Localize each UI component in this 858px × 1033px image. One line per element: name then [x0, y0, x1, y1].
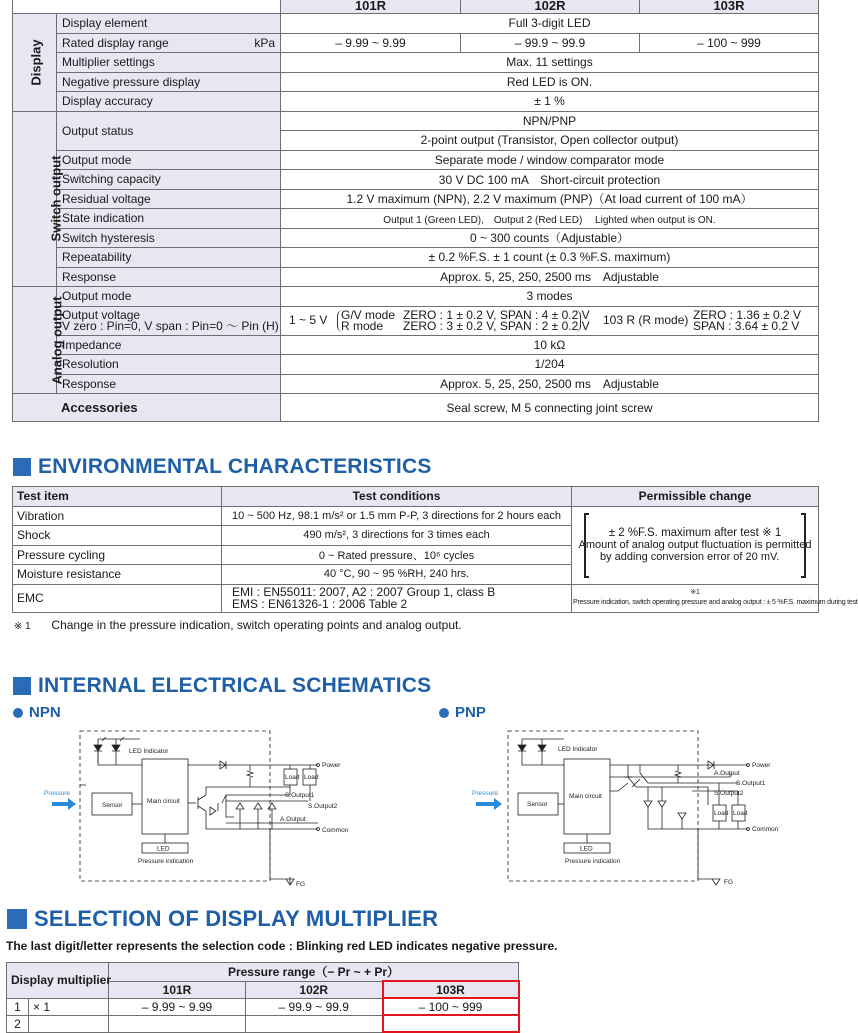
row-label-accessories: Accessories: [13, 394, 281, 422]
env-table: [12, 486, 858, 613]
group-switch-output: Switch output: [13, 111, 57, 287]
pnp-s-output2-label: S.Output2: [714, 790, 744, 797]
pnp-sensor-label: Sensor: [527, 801, 548, 808]
row-label: Impedance: [57, 335, 281, 355]
pnp-fg-label: FG: [724, 879, 734, 886]
env-item: Pressure cycling: [13, 545, 222, 565]
npn-schematic: [40, 725, 370, 890]
row-value: Separate mode / window comparator mode: [281, 150, 819, 170]
spec-header-101r: 101R: [281, 0, 461, 14]
row-value: Approx. 5, 25, 250, 2500 ms Adjustable: [281, 267, 819, 287]
row-value: 30 V DC 100 mA Short-circuit protection: [281, 170, 819, 190]
row-value: 3 modes: [281, 287, 819, 307]
row-value: NPN/PNP: [281, 111, 819, 131]
spec-table: [12, 0, 819, 422]
square-bullet-icon: [7, 909, 27, 929]
selection-header-102r: 102R: [246, 981, 383, 998]
output-voltage-detail: 1 ~ 5 V G/V mode R mode ZERO : 1 ± 0.2 V, SPAN : 4 ± 0.2 V ZERO : 3 ± 0.2 V, SPAN : 2 ± 0.2 V 103 R (R mode) ZERO : 1.36 ± 0.2 V SPAN : 3.64 ± 0.2 V: [281, 306, 819, 335]
row-label: Output mode: [57, 150, 281, 170]
npn-load2-label: Load: [304, 774, 319, 781]
env-item: Shock: [13, 526, 222, 546]
group-analog-output: Analog output: [13, 287, 57, 394]
npn-common-label: Common: [322, 827, 349, 834]
row-label: Negative pressure display: [57, 72, 281, 92]
env-header-item: Test item: [13, 487, 222, 507]
selection-code: 2: [7, 1015, 29, 1032]
row-label: Repeatability: [57, 248, 281, 268]
selection-cell: [246, 1015, 383, 1032]
env-cond-emc: EMI : EN55011: 2007, A2 : 2007 Group 1, class B EMS : EN61326-1 : 2006 Table 2: [222, 584, 572, 612]
selection-col-label: Display multiplier: [7, 963, 109, 999]
row-value: 0 ~ 300 counts（Adjustable）: [281, 228, 819, 248]
env-permissible: ± 2 %F.S. maximum after test ※ 1 Amount of analog output fluctuation is permitted by adding conversion error of 20 mV.: [572, 506, 819, 584]
row-value: 1/204: [281, 355, 819, 375]
selection-103r-value: – 100 ~ 999: [383, 998, 519, 1015]
selection-header-101r: 101R: [109, 981, 246, 998]
npn-pressure-label: Pressure: [44, 790, 71, 797]
npn-fg-label: FG: [296, 881, 306, 888]
row-label: State indication: [57, 209, 281, 229]
env-item-emc: EMC: [13, 584, 222, 612]
npn-led-label: LED: [157, 845, 170, 853]
row-label: Multiplier settings: [57, 53, 281, 73]
env-footnote: ※ 1 Change in the pressure indication, switch operating points and analog output.: [14, 618, 462, 632]
env-header-perm: Permissible change: [572, 487, 819, 507]
spec-header-102r: 102R: [461, 0, 640, 14]
pnp-heading: PNP: [439, 704, 486, 721]
row-value: Approx. 5, 25, 250, 2500 ms Adjustable: [281, 374, 819, 394]
npn-a-output-label: A.Output: [280, 816, 306, 823]
unit-label: kPa: [254, 35, 275, 50]
row-value: 2-point output (Transistor, Open collector output): [281, 131, 819, 151]
row-value: ± 0.2 %F.S. ± 1 count (± 0.3 %F.S. maximum): [281, 248, 819, 268]
pnp-load2-label: Load: [733, 810, 748, 817]
pnp-a-output-label: A.Output: [714, 770, 740, 777]
env-cond: 0 ~ Rated pressure、10⁶ cycles: [222, 545, 572, 565]
npn-load1-label: Load: [285, 774, 300, 781]
env-section-title: ENVIRONMENTAL CHARACTERISTICS: [13, 455, 432, 479]
row-label: Display element: [57, 14, 281, 34]
row-label: Response: [57, 374, 281, 394]
row-label: Switch hysteresis: [57, 228, 281, 248]
bracket-left-icon: [584, 513, 589, 578]
range-103r: – 100 ~ 999: [640, 33, 819, 53]
pnp-schematic: [468, 725, 798, 890]
row-value: 1.2 V maximum (NPN), 2.2 V maximum (PNP)（At load current of 100 mA）: [281, 189, 819, 209]
pnp-led-indicator-label: LED Indicator: [558, 746, 598, 753]
env-perm-emc: ※1 Pressure indication, switch operating pressure and analog output : ± 5 %F.S. maximum during test: [572, 584, 819, 612]
row-label-rated-range: Rated display range kPa: [57, 33, 281, 53]
square-bullet-icon: [13, 677, 31, 695]
npn-main-circuit-label: Main circuit: [147, 798, 180, 805]
pnp-load1-label: Load: [714, 810, 729, 817]
env-cond: 490 m/s², 3 directions for 3 times each: [222, 526, 572, 546]
row-value: Max. 11 settings: [281, 53, 819, 73]
schematics-section-title: INTERNAL ELECTRICAL SCHEMATICS: [13, 674, 431, 698]
selection-table: [6, 962, 520, 1033]
row-value: Red LED is ON.: [281, 72, 819, 92]
env-header-cond: Test conditions: [222, 487, 572, 507]
env-item: Moisture resistance: [13, 565, 222, 585]
spec-header-103r: 103R: [640, 0, 819, 14]
spec-corner: [13, 0, 281, 14]
pnp-s-output1-label: S.Output1: [736, 780, 766, 787]
group-display: Display: [13, 14, 57, 112]
row-label: Response: [57, 267, 281, 287]
selection-multiplier: [29, 1015, 109, 1032]
selection-multiplier: × 1: [29, 998, 109, 1015]
dot-bullet-icon: [439, 708, 449, 718]
row-label: Residual voltage: [57, 189, 281, 209]
npn-pressure-indication-label: Pressure indication: [138, 858, 194, 865]
square-bullet-icon: [13, 458, 31, 476]
npn-led-indicator-label: LED Indicator: [129, 748, 169, 755]
pnp-pressure-indication-label: Pressure indication: [565, 858, 621, 865]
selection-code: 1: [7, 998, 29, 1015]
npn-heading: NPN: [13, 704, 61, 721]
row-label: Output mode: [57, 287, 281, 307]
row-label-output-status: Output status: [57, 111, 281, 150]
range-102r: – 99.9 ~ 99.9: [461, 33, 640, 53]
selection-101r-value: – 9.99 ~ 9.99: [109, 998, 246, 1015]
env-cond: 10 ~ 500 Hz, 98.1 m/s² or 1.5 mm P-P, 3 directions for 2 hours each: [222, 506, 572, 526]
dot-bullet-icon: [13, 708, 23, 718]
selection-cell: [383, 1015, 519, 1032]
row-label: Switching capacity: [57, 170, 281, 190]
selection-102r-value: – 99.9 ~ 99.9: [246, 998, 383, 1015]
npn-sensor-label: Sensor: [102, 802, 123, 809]
row-value: Full 3-digit LED: [281, 14, 819, 34]
pnp-led-label: LED: [580, 845, 593, 853]
row-label: Resolution: [57, 355, 281, 375]
npn-s-output1-label: S.Output1: [285, 792, 315, 799]
range-101r: – 9.99 ~ 9.99: [281, 33, 461, 53]
row-value-accessories: Seal screw, M 5 connecting joint screw: [281, 394, 819, 422]
selection-cell: [109, 1015, 246, 1032]
bracket-right-icon: [801, 513, 806, 578]
pnp-pressure-label: Pressure: [472, 790, 499, 797]
row-value: Output 1 (Green LED), Output 2 (Red LED) Lighted when output is ON.: [281, 209, 819, 229]
row-value: ± 1 %: [281, 92, 819, 112]
npn-s-output2-label: S.Output2: [308, 803, 338, 810]
pnp-main-circuit-label: Main circuit: [569, 793, 602, 800]
pnp-common-label: Common: [752, 826, 779, 833]
npn-power-label: Power: [322, 762, 341, 769]
pnp-power-label: Power: [752, 762, 771, 769]
selection-section-title: SELECTION OF DISPLAY MULTIPLIER: [7, 906, 438, 932]
row-label: Display accuracy: [57, 92, 281, 112]
selection-header-103r: 103R: [383, 981, 519, 998]
env-item: Vibration: [13, 506, 222, 526]
selection-range-label: Pressure range（− Pr ~ + Pr）: [109, 963, 519, 982]
env-cond: 40 °C, 90 ~ 95 %RH, 240 hrs.: [222, 565, 572, 585]
row-label-output-voltage: Output voltage V zero : Pin=0, V span : Pin=0 ～ Pin (H): [57, 306, 281, 335]
row-value: 10 kΩ: [281, 335, 819, 355]
selection-intro: The last digit/letter represents the selection code : Blinking red LED indicates negative pressure.: [6, 939, 558, 953]
